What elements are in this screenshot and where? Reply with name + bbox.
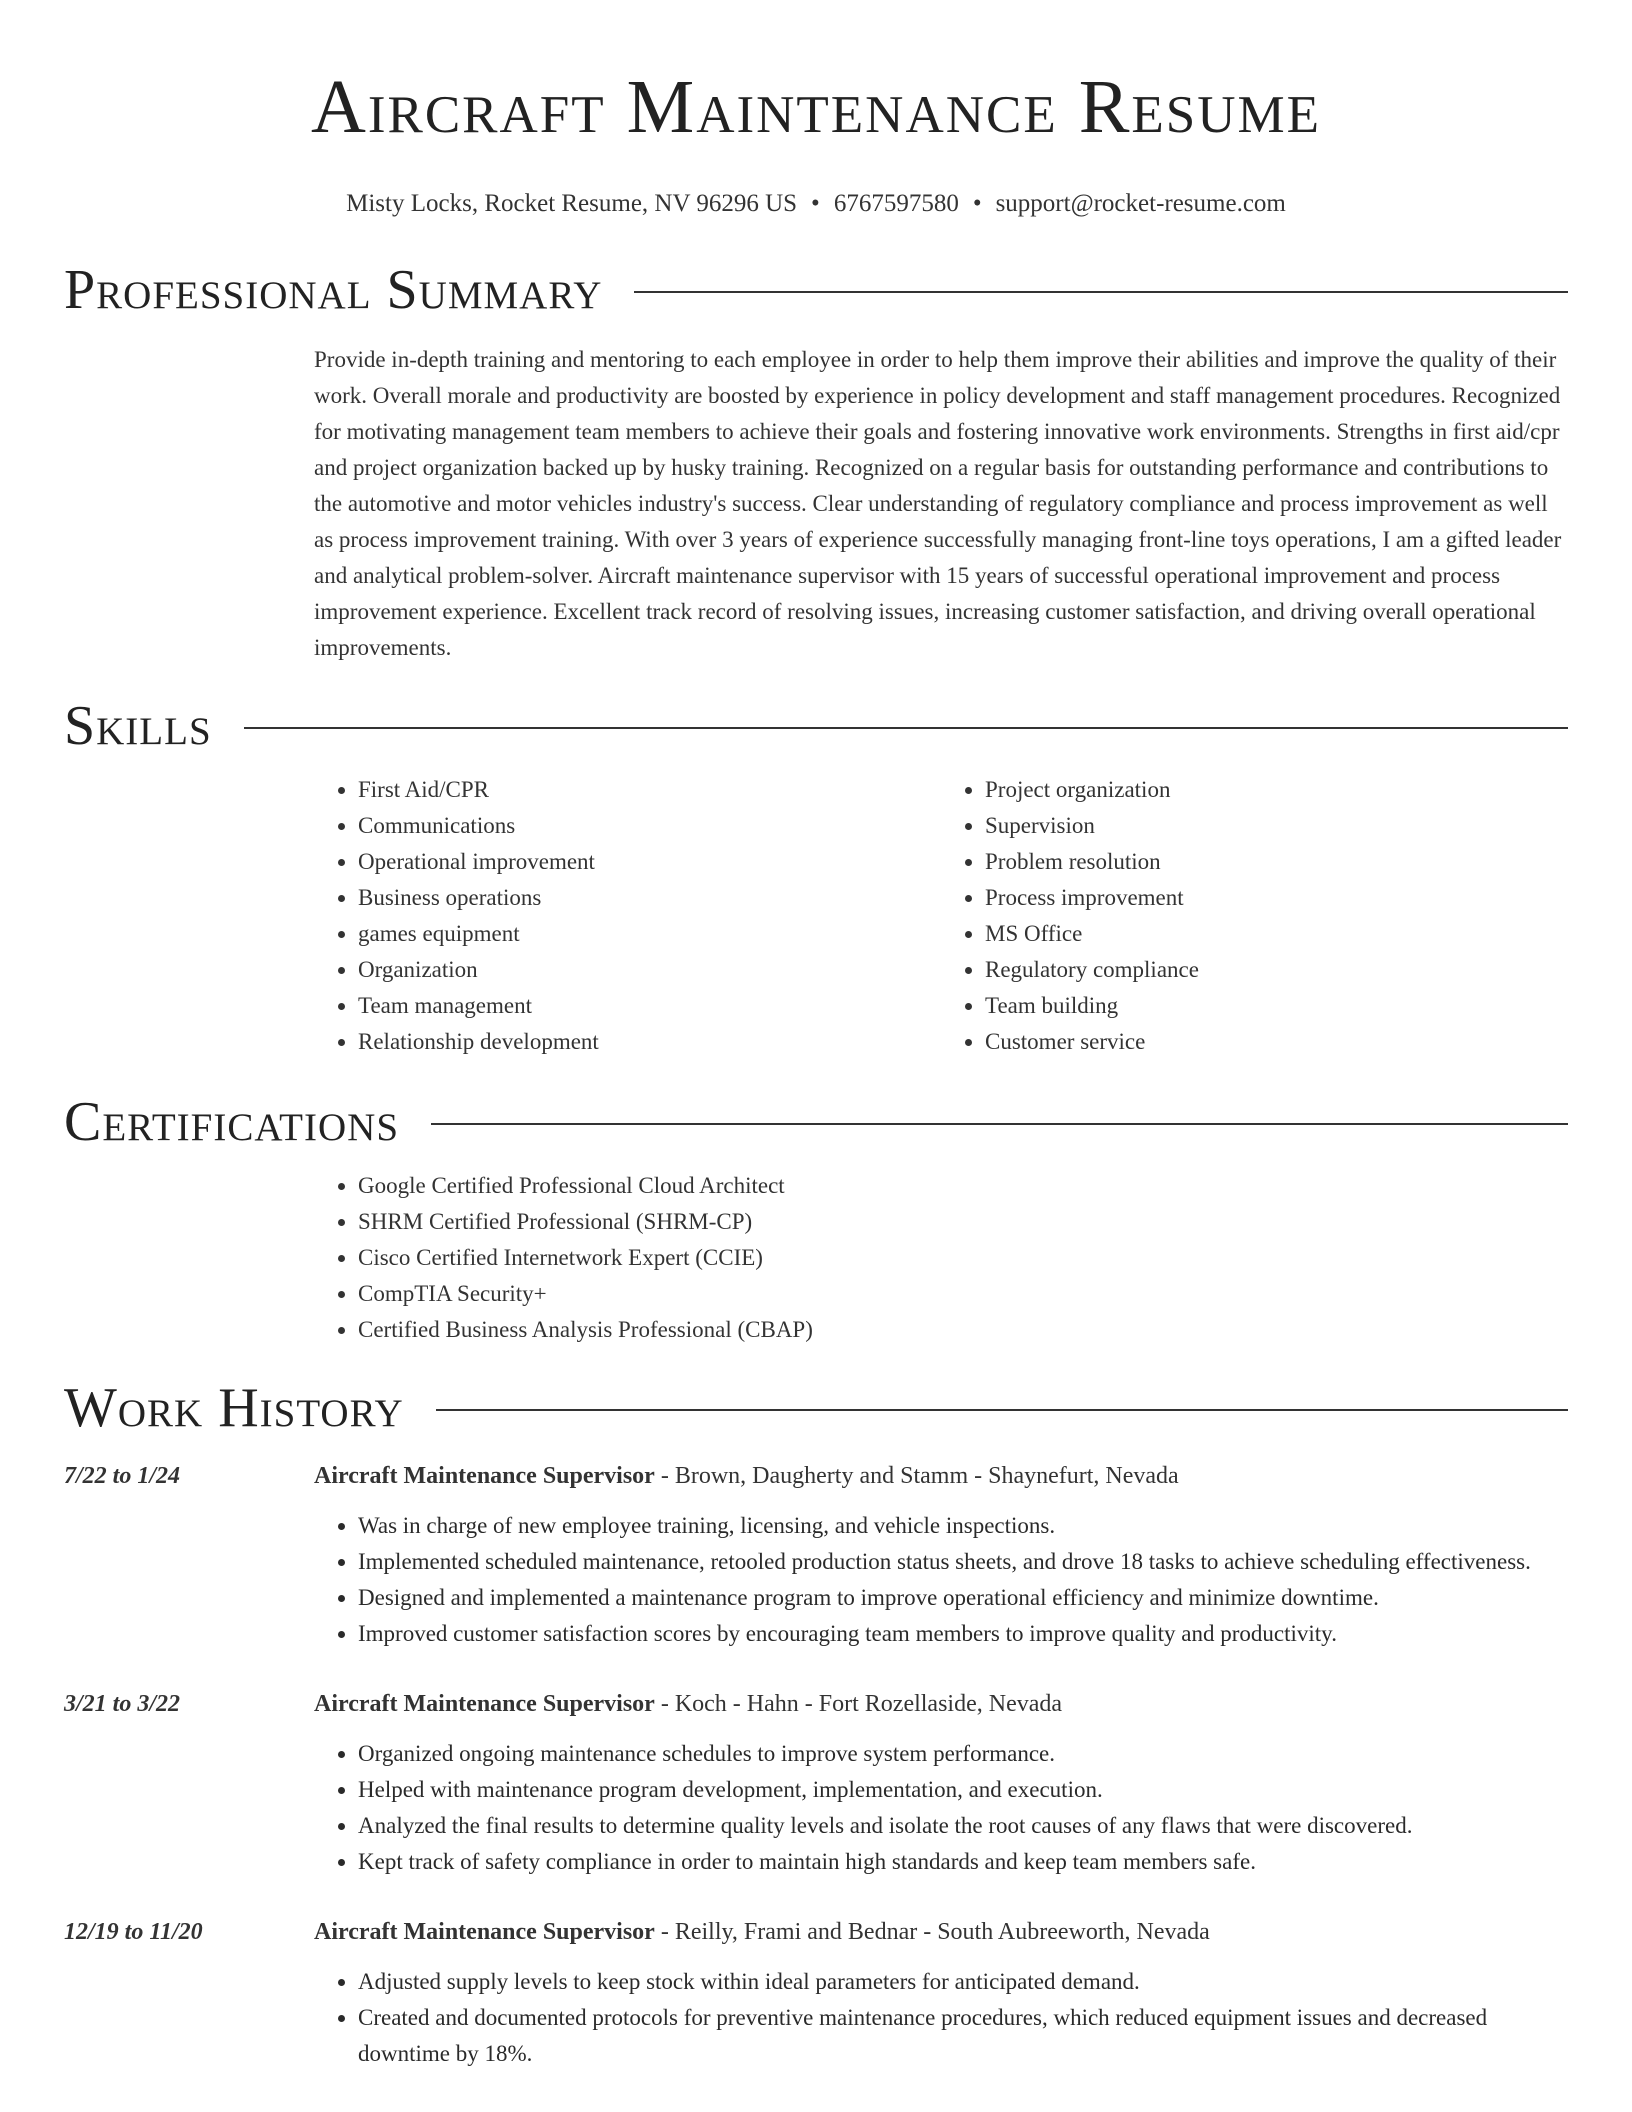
skills-column-right (941, 772, 1568, 1060)
skill-item: • Supervision (985, 808, 1568, 844)
job-bullet: • Implemented scheduled maintenance, retooled production status sheets, and drove 18 tasks to achieve scheduling effectiveness. (358, 1544, 1568, 1580)
job-bullet: • Designed and implemented a maintenance program to improve operational efficiency and minimize downtime. (358, 1580, 1568, 1616)
skill-item: • Communications (358, 808, 941, 844)
skill-item: • MS Office (985, 916, 1568, 952)
skill-item: • Project organization (985, 772, 1568, 808)
certification-item: • CompTIA Security+ (358, 1276, 1568, 1312)
job-bullet: • Created and documented protocols for preventive maintenance procedures, which reduced equipment issues and decreased downtime by 18%. (358, 2000, 1568, 2072)
job-details: - Reilly, Frami and Bednar - South Aubreeworth, Nevada (654, 1919, 1210, 1945)
work-history-section-header (64, 1376, 1568, 1440)
skill-item: • Team management (358, 988, 941, 1024)
skill-item: • Process improvement (985, 880, 1568, 916)
job-date: 3/21 to 3/22 (64, 1691, 181, 1717)
work-history-heading: Work History (64, 1377, 404, 1439)
summary-heading: Professional Summary (64, 259, 603, 321)
skill-item: • Operational improvement (358, 844, 941, 880)
skills-heading: Skills (64, 695, 212, 757)
contact-address: Misty Locks, Rocket Resume, NV 96296 US (346, 190, 798, 217)
job-heading (314, 1686, 1568, 1722)
skill-item: • First Aid/CPR (358, 772, 941, 808)
contact-separator: • (972, 190, 982, 217)
job-date: 7/22 to 1/24 (64, 1463, 181, 1489)
contact-line (64, 188, 1568, 220)
section-divider (244, 727, 1568, 729)
job-heading (314, 1914, 1568, 1950)
job-role: Aircraft Maintenance Supervisor (314, 1463, 655, 1489)
job-details: - Koch - Hahn - Fort Rozellaside, Nevada (654, 1691, 1063, 1717)
skill-item: • Customer service (985, 1024, 1568, 1060)
job-bullet: • Improved customer satisfaction scores by encouraging team members to improve quality and productivity. (358, 1616, 1568, 1652)
job-bullets (314, 1736, 1568, 1880)
job-heading (314, 1458, 1568, 1494)
certification-item: • Cisco Certified Internetwork Expert (CCIE) (358, 1240, 1568, 1276)
job-role: Aircraft Maintenance Supervisor (314, 1919, 655, 1945)
skill-item: • Business operations (358, 880, 941, 916)
certification-item: • SHRM Certified Professional (SHRM-CP) (358, 1204, 1568, 1240)
job-bullet: • Organized ongoing maintenance schedules to improve system performance. (358, 1736, 1568, 1772)
skills-column-left (314, 772, 941, 1060)
job-bullet: • Helped with maintenance program development, implementation, and execution. (358, 1772, 1568, 1808)
section-divider (431, 1123, 1568, 1125)
contact-separator: • (811, 190, 820, 217)
job-entry (64, 1686, 1568, 1880)
job-bullet: • Was in charge of new employee training, licensing, and vehicle inspections. (358, 1508, 1568, 1544)
skills-list (314, 772, 1568, 1060)
job-entry (64, 1458, 1568, 1652)
skill-item: • games equipment (358, 916, 941, 952)
certifications-heading: Certifications (64, 1091, 400, 1153)
job-details: - Brown, Daugherty and Stamm - Shaynefurt, Nevada (654, 1463, 1179, 1489)
job-bullet: • Adjusted supply levels to keep stock within ideal parameters for anticipated demand. (358, 1964, 1568, 2000)
certifications-list (314, 1168, 1568, 1348)
certification-item: • Google Certified Professional Cloud Architect (358, 1168, 1568, 1204)
certification-item: • Certified Business Analysis Professional (CBAP) (358, 1312, 1568, 1348)
skill-item: • Relationship development (358, 1024, 941, 1060)
page-title: Aircraft Maintenance Resume (310, 65, 1322, 149)
skill-item: • Problem resolution (985, 844, 1568, 880)
certifications-section-header (64, 1090, 1568, 1154)
contact-phone: 6767597580 (833, 190, 959, 217)
skill-item: • Team building (985, 988, 1568, 1024)
summary-text: Provide in-depth training and mentoring to each employee in order to help them improve their abilities and improve the quality of their work. Overall morale and productivity are boosted by experience in policy development and staff management procedures. Recognized for motivating management team members to achieve their goals and fostering innovative work environments. Strengths in first aid/cpr and project organization backed up by husky training. Recognized on a regular basis for outstanding performance and contributions to the automotive and motor vehicles industry's success. Clear understanding of regulatory compliance and process improvement as well as process improvement training. With over 3 years of experience successfully managing front-line toys operations, I am a gifted leader and analytical problem-solver. Aircraft maintenance supervisor with 15 years of successful operational improvement and process improvement experience. Excellent track record of resolving issues, increasing customer satisfaction, and driving overall operational improvements. (314, 347, 1562, 660)
skill-item: • Organization (358, 952, 941, 988)
job-bullets (314, 1964, 1568, 2072)
contact-email: support@rocket-resume.com (995, 190, 1286, 217)
job-bullets (314, 1508, 1568, 1652)
job-date: 12/19 to 11/20 (64, 1919, 203, 1945)
skills-section-header (64, 694, 1568, 758)
skill-item: • Regulatory compliance (985, 952, 1568, 988)
job-bullet: • Kept track of safety compliance in order to maintain high standards and keep team members safe. (358, 1844, 1568, 1880)
job-role: Aircraft Maintenance Supervisor (314, 1691, 655, 1717)
summary-section-header (64, 258, 1568, 322)
section-divider (634, 291, 1568, 293)
job-bullet: • Analyzed the final results to determine quality levels and isolate the root causes of any flaws that were discovered. (358, 1808, 1568, 1844)
section-divider (436, 1409, 1568, 1411)
job-entry (64, 1914, 1568, 2072)
